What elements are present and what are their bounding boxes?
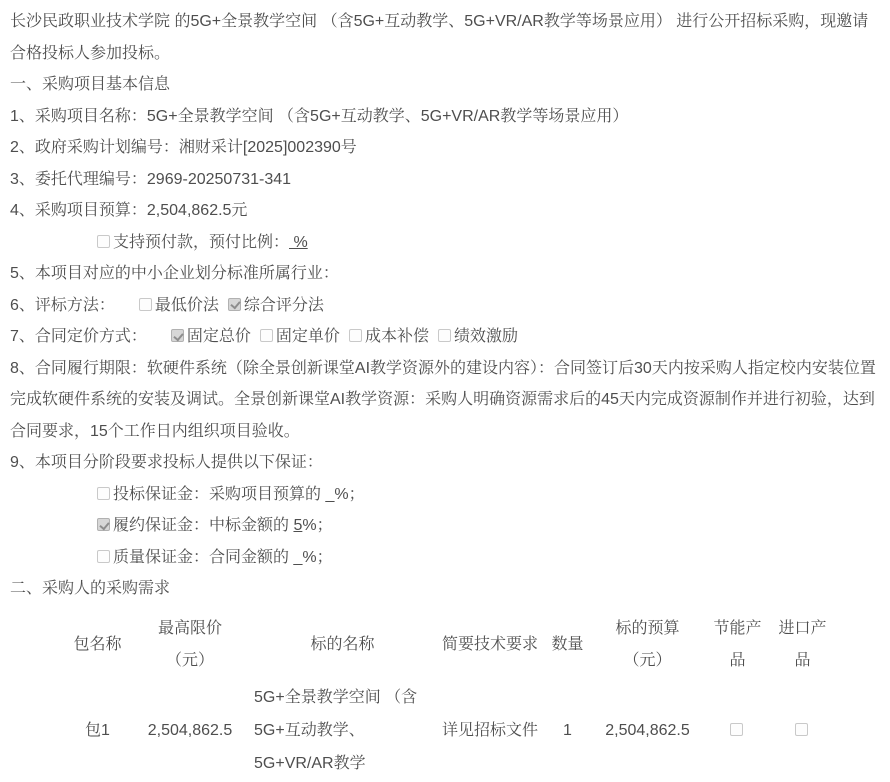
bid-guarantee-checkbox[interactable] [97, 487, 110, 500]
cell-imported [770, 679, 835, 782]
energy-saving-checkbox[interactable] [730, 723, 743, 736]
pricing-options [171, 328, 527, 345]
cell-quantity: 1 [563, 721, 572, 739]
comprehensive-scoring-label: 综合评分法 [243, 296, 324, 314]
performance-guarantee-suffix: %； [302, 517, 333, 534]
header-max-price: 最高限价 （元） [157, 619, 222, 669]
procurement-demand-table [65, 611, 835, 782]
item-contract-duration: 8、合同履行期限：软硬件系统（除全景创新课堂AI教学资源外的建设内容）：合同签订后30天内按采购人指定校内安装位置完成软硬件系统的安装及调试。全景创新课堂AI教学资源：采购人明确资源需求后的45天内完成资源制作并进行初验，达到合同要求，15个工作日内组织项目验收。 [10, 359, 876, 440]
pricing-method-label: 7、合同定价方式： [10, 328, 147, 345]
performance-incentive-checkbox[interactable] [438, 329, 451, 342]
option-fixed-unit-price [260, 328, 340, 345]
option-lowest-price [139, 297, 219, 314]
lowest-price-label: 最低价法 [154, 296, 219, 314]
cell-subject-budget: 2,504,862.5 [605, 721, 690, 739]
performance-guarantee-checkbox[interactable] [97, 518, 110, 531]
quality-guarantee-row [10, 542, 876, 574]
project-budget-label: 4、采购项目预算： [10, 202, 147, 219]
performance-incentive-label: 绩效激励 [453, 328, 518, 345]
bid-guarantee-text: 投标保证金：采购项目预算的 _ [113, 485, 335, 503]
prepay-option-row [10, 227, 876, 259]
project-name-value: 5G+全景教学空间 （含5G+互动教学、5G+VR/AR教学等场景应用） [146, 107, 629, 125]
project-budget-value: 2,504,862.5元 [146, 202, 248, 219]
table-header-row [65, 611, 835, 679]
option-comprehensive-scoring [228, 297, 324, 314]
evaluation-method-label: 6、评标方法： [10, 296, 115, 314]
section-demand-title: 二、采购人的采购需求 [10, 580, 171, 597]
project-name-label: 1、采购项目名称： [10, 107, 147, 125]
performance-guarantee-row [10, 510, 876, 542]
header-tech-requirements: 简要技术要求 [441, 635, 538, 653]
fixed-total-price-checkbox[interactable] [171, 329, 184, 342]
table-row [65, 679, 835, 782]
item-agency-number [10, 164, 876, 196]
plan-number-value: 湘财采计[2025]002390号 [178, 139, 357, 156]
lowest-price-checkbox[interactable] [139, 298, 152, 311]
item-industry: 5、本项目对应的中小企业划分标准所属行业： [10, 265, 339, 282]
quality-guarantee-suffix: %； [302, 548, 333, 566]
quality-guarantee-text: 质量保证金：合同金额的 _ [113, 548, 303, 566]
cell-subject-name: 5G+全景教学空间 （含 5G+互动教学、 5G+VR/AR教学 [254, 688, 418, 772]
header-subject-name: 标的名称 [310, 635, 375, 653]
agency-number-value: 2969-20250731-341 [146, 170, 292, 188]
bid-guarantee-suffix: %； [334, 485, 365, 503]
option-cost-compensation [349, 328, 429, 345]
plan-number-label: 2、政府采购计划编号： [10, 139, 179, 156]
imported-checkbox[interactable] [795, 723, 808, 736]
comprehensive-scoring-checkbox[interactable] [228, 298, 241, 311]
item-guarantee-intro: 9、本项目分阶段要求投标人提供以下保证： [10, 454, 323, 471]
cell-energy-saving [705, 679, 770, 782]
cell-package-name: 包1 [85, 721, 110, 739]
intro-paragraph: 长沙民政职业技术学院 的5G+全景教学空间 （含5G+互动教学、5G+VR/AR教学等场景应用） 进行公开招标采购，现邀请合格投标人参加投标。 [10, 13, 869, 62]
option-performance-incentive [438, 328, 518, 345]
prepay-ratio-value: % [289, 233, 308, 251]
cost-compensation-label: 成本补偿 [364, 328, 429, 345]
cell-tech-requirements: 详见招标文件 [441, 721, 538, 739]
header-package-name: 包名称 [73, 635, 122, 653]
item-evaluation-method [10, 290, 876, 322]
bid-guarantee-row [10, 479, 876, 511]
prepay-label: 支持预付款，预付比例： [113, 233, 290, 251]
item-pricing-method [10, 321, 876, 353]
prepay-checkbox[interactable] [97, 235, 110, 248]
section-basic-title: 一、采购项目基本信息 [10, 76, 171, 93]
cost-compensation-checkbox[interactable] [349, 329, 362, 342]
header-subject-budget: 标的预算 （元） [615, 619, 680, 669]
agency-number-label: 3、委托代理编号： [10, 170, 147, 188]
cell-max-price: 2,504,862.5 [147, 721, 233, 739]
fixed-unit-price-label: 固定单价 [275, 328, 340, 345]
item-project-name [10, 101, 876, 133]
performance-guarantee-text: 履约保证金：中标金额的 [113, 517, 294, 534]
quality-guarantee-checkbox[interactable] [97, 550, 110, 563]
header-quantity: 数量 [551, 635, 584, 653]
fixed-unit-price-checkbox[interactable] [260, 329, 273, 342]
option-fixed-total-price [171, 328, 251, 345]
performance-guarantee-value: 5 [293, 517, 303, 534]
fixed-total-price-label: 固定总价 [186, 328, 251, 345]
header-imported: 进口产 品 [778, 619, 827, 669]
item-project-budget [10, 195, 876, 227]
evaluation-options [139, 297, 333, 314]
item-plan-number [10, 132, 876, 164]
header-energy-saving: 节能产 品 [713, 619, 762, 669]
